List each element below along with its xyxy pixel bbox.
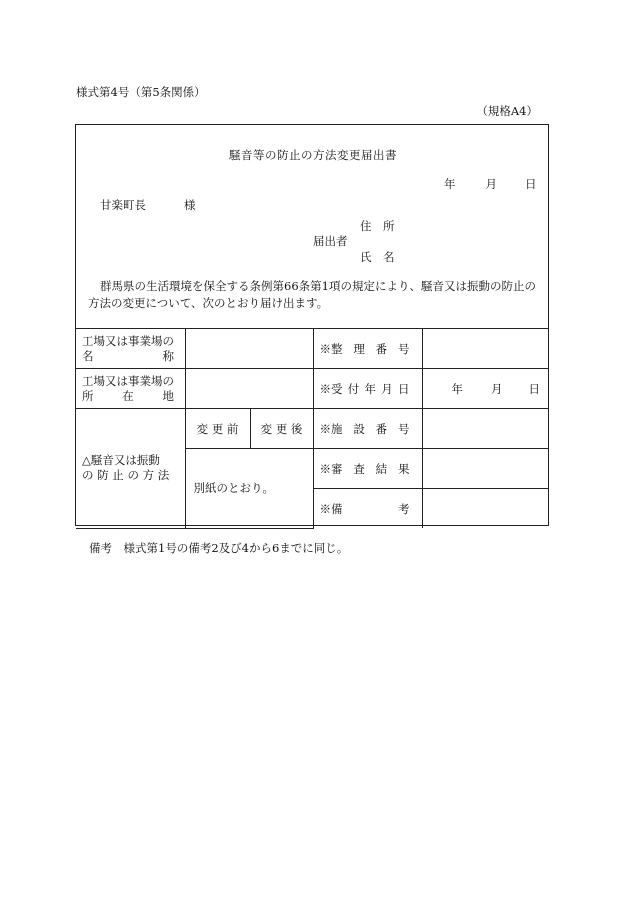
reference-number-field[interactable] bbox=[422, 329, 548, 369]
facility-location-label: 工場又は事業場の 所 在 地 bbox=[76, 369, 185, 409]
facility-location-field[interactable] bbox=[185, 369, 313, 409]
before-change-header: 変 更 前 bbox=[185, 409, 250, 449]
address-label: 住 所 bbox=[360, 219, 395, 233]
addressee bbox=[100, 197, 196, 213]
footer-note: 備考 様式第1号の備考2及び4から6までに同じ。 bbox=[89, 541, 349, 555]
form-number: 様式第4号（第5条関係） bbox=[76, 85, 206, 99]
facility-name-field[interactable] bbox=[185, 329, 313, 369]
submission-date bbox=[444, 176, 537, 192]
addressee-honorific: 様 bbox=[184, 198, 196, 212]
body-text: 群馬県の生活環境を保全する条例第66条第1項の規定により、騒音又は振動の防止の方法の変更について、次のとおり届け出ます。 bbox=[88, 279, 536, 310]
table-row bbox=[76, 329, 548, 369]
facility-number-field[interactable] bbox=[422, 409, 548, 449]
table-row bbox=[76, 409, 548, 449]
notifier-label: 届出者 bbox=[313, 234, 348, 248]
prevention-method-content[interactable]: 別紙のとおり。 bbox=[185, 449, 313, 529]
reference-number-label: ※整 理 番 号 bbox=[313, 329, 422, 369]
prevention-method-label: △騒音又は振動 の 防 止 の 方 法 bbox=[76, 409, 185, 529]
after-change-header: 変 更 後 bbox=[250, 409, 313, 449]
remarks-label: ※備 考 bbox=[313, 489, 422, 529]
addressee-name: 甘楽町長 bbox=[100, 198, 146, 212]
table-row bbox=[76, 369, 548, 409]
month-label: 月 bbox=[485, 177, 497, 191]
remarks-field[interactable] bbox=[422, 489, 548, 529]
review-result-label: ※審 査 結 果 bbox=[313, 449, 422, 489]
facility-name-label: 工場又は事業場の 名 称 bbox=[76, 329, 185, 369]
year-label: 年 bbox=[444, 177, 456, 191]
form-frame bbox=[75, 124, 549, 526]
details-table bbox=[76, 328, 548, 529]
day-label: 日 bbox=[525, 177, 537, 191]
receipt-date-label: ※受 付 年 月 日 bbox=[313, 369, 422, 409]
facility-number-label: ※施 設 番 号 bbox=[313, 409, 422, 449]
form-title: 騒音等の防止の方法変更届出書 bbox=[229, 148, 397, 162]
paper-size-note: （規格A4） bbox=[476, 104, 538, 118]
review-result-field[interactable] bbox=[422, 449, 548, 489]
receipt-date-field[interactable]: 年 月 日 bbox=[422, 369, 548, 409]
name-label: 氏 名 bbox=[360, 250, 395, 264]
